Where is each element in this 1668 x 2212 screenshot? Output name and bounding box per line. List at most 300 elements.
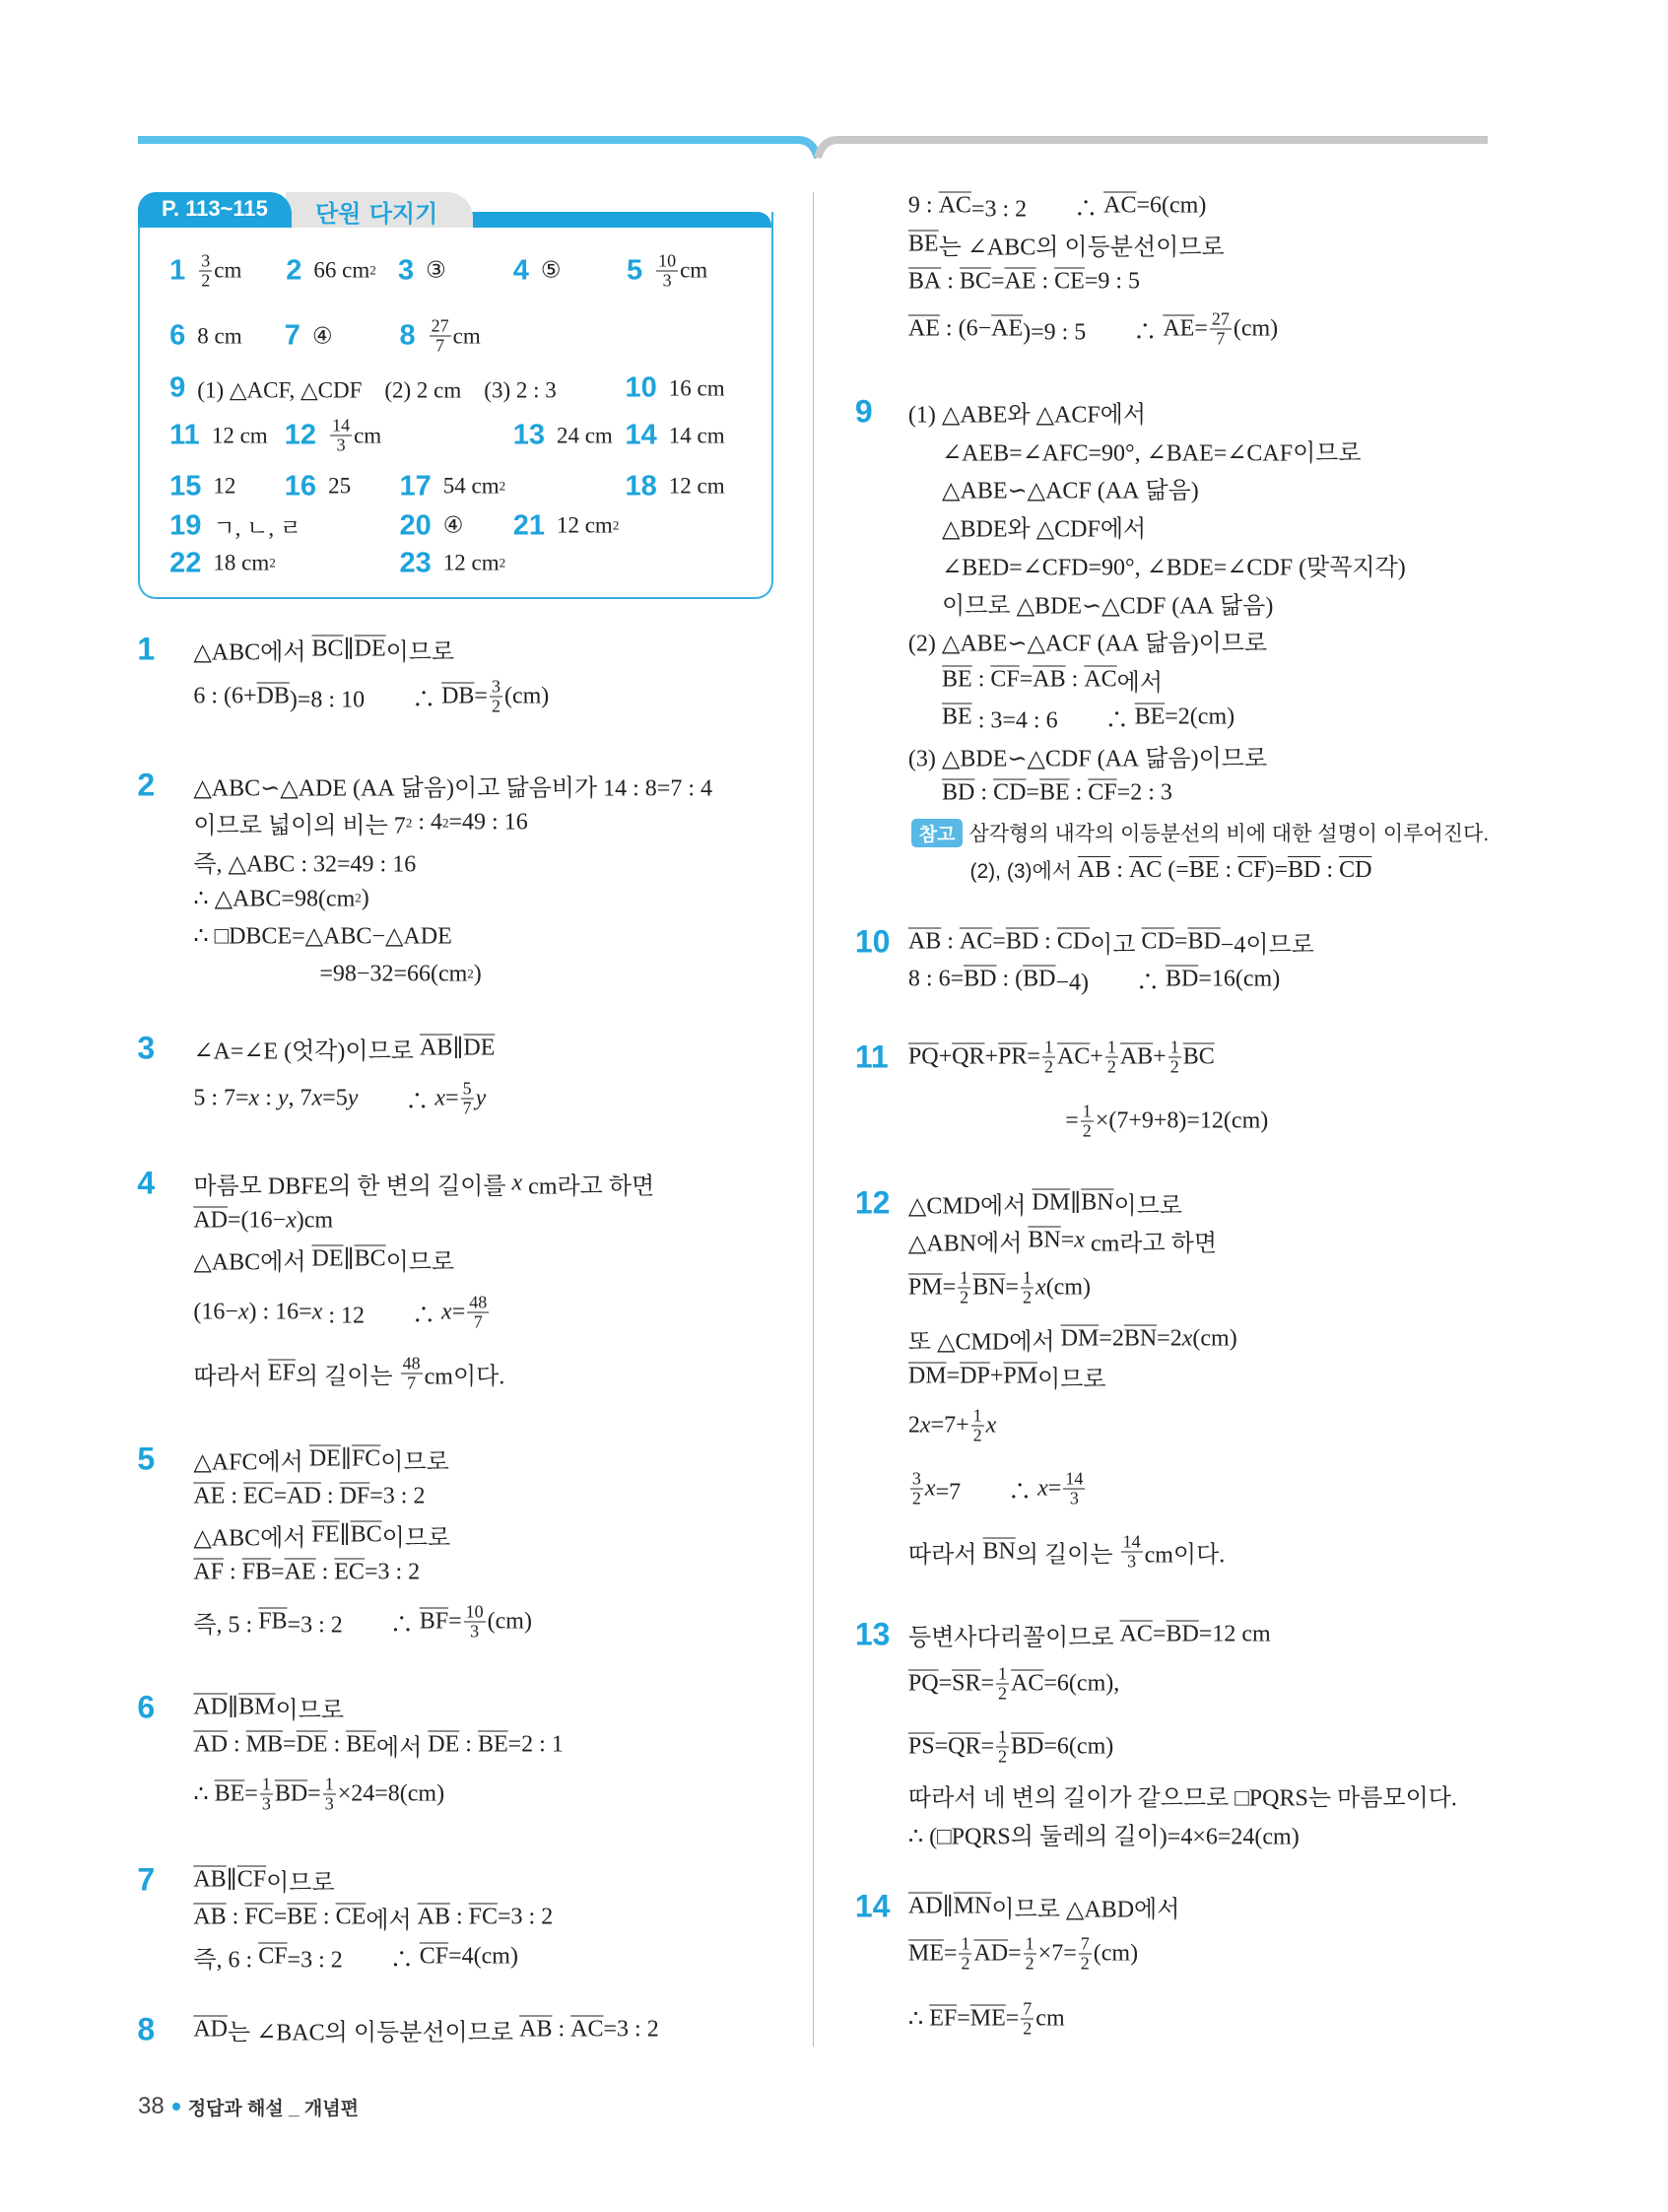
denominator: 7	[1216, 328, 1226, 349]
segment-label: $\overline{DF}$	[339, 1483, 370, 1509]
segment-label: $\overline{EF}$	[929, 2005, 958, 2032]
segment-label: $\overline{CE}$	[335, 1904, 367, 1930]
text-run: =	[273, 1904, 288, 1930]
segment-label: $\overline{BF}$	[419, 1608, 449, 1635]
text-run: =	[1026, 779, 1039, 806]
text-run: )=9 : 5 ∴	[1023, 319, 1164, 346]
solution-line	[908, 1321, 1237, 1356]
text-run: =	[1027, 1043, 1040, 1070]
denominator: 3	[662, 270, 672, 291]
fraction	[1021, 1999, 1034, 2038]
numerator: 48	[402, 1353, 421, 1374]
segment-label: $\overline{BC}$	[311, 636, 344, 662]
fraction	[971, 1406, 984, 1444]
text-run: (1) △ACF, △CDF (2) 2 cm (3) 2 : 3	[197, 377, 557, 403]
text-run: 8 : 6=	[907, 966, 965, 992]
solution-number-7: 7	[137, 1861, 156, 1898]
segment-label: $\overline{AC}$	[938, 192, 971, 219]
superscript: 2	[369, 262, 376, 278]
text-run: :	[1038, 928, 1057, 955]
fraction	[323, 1776, 336, 1814]
text-run: 9 :	[907, 192, 939, 219]
variable: x	[985, 1412, 997, 1439]
variable: y	[277, 1085, 289, 1111]
segment-label: $\overline{AE}$	[991, 315, 1024, 342]
numerator: 7	[1080, 1933, 1090, 1954]
solution-line	[942, 548, 1406, 582]
solution-line	[908, 1469, 1087, 1508]
denominator: 7	[435, 335, 445, 356]
answer-number: 3	[398, 254, 415, 287]
text-run: =98−32=66(cm	[319, 961, 468, 987]
text-run: =	[451, 1299, 466, 1325]
segment-label: $\overline{AE}$	[907, 315, 940, 342]
text-run: (cm)	[503, 683, 550, 709]
variable: x	[286, 1207, 297, 1234]
segment-label: $\overline{CF}$	[236, 1866, 267, 1893]
solution-line	[908, 1406, 996, 1444]
solution-line	[193, 1355, 504, 1393]
segment-label: $\overline{AC}$	[1084, 666, 1117, 693]
denominator: 7	[407, 1373, 417, 1393]
text-run: =3 : 2 ∴	[287, 1612, 420, 1639]
variable: x	[311, 1085, 323, 1111]
fraction	[996, 1727, 1009, 1766]
text-run: +	[1153, 1043, 1167, 1070]
text-run: 에서	[1116, 670, 1164, 697]
page-number: 38	[138, 2093, 165, 2119]
text-run: =3 : 2 ∴	[970, 196, 1104, 223]
text-run: 는 ∠BAC의 이등분선이므로	[228, 2020, 520, 2046]
solution-line	[942, 701, 1234, 735]
answer-number: 14	[625, 419, 657, 451]
segment-label: $\overline{BE}$	[1038, 779, 1070, 806]
fraction	[490, 678, 502, 716]
text-run: =12 cm	[1198, 1621, 1271, 1647]
solution-line	[911, 818, 1489, 847]
segment-label: $\overline{AD}$	[973, 1940, 1009, 1967]
text-run: =6(cm)	[1136, 192, 1207, 219]
text-run: =	[980, 1670, 995, 1697]
segment-label: $\overline{AC}$	[1119, 1621, 1153, 1647]
solution-line	[908, 963, 1280, 997]
text-run: =	[1194, 315, 1208, 342]
summary-answer-20	[399, 509, 463, 542]
segment-label: $\overline{EC}$	[334, 1559, 365, 1585]
segment-label: $\overline{AB}$	[193, 1866, 227, 1893]
segment-label: $\overline{CF}$	[258, 1943, 288, 1970]
answer-number: 10	[625, 371, 657, 404]
segment-label: $\overline{BE}$	[346, 1731, 376, 1758]
answer-number: 6	[169, 319, 186, 352]
text-run: =	[990, 268, 1005, 295]
answer-number: 23	[399, 547, 432, 579]
solution-line	[908, 1778, 1457, 1813]
numerator: 1	[1169, 1037, 1179, 1057]
summary-answer-9	[169, 372, 557, 405]
text-run: =	[1005, 2005, 1020, 2032]
answer-number: 2	[286, 254, 302, 287]
text-run: △BDE와 △CDF에서	[942, 516, 1147, 542]
column-divider	[813, 192, 814, 2046]
text-run: =	[1065, 1107, 1079, 1134]
segment-label: $\overline{BE}$	[1134, 704, 1166, 730]
segment-label: $\overline{FC}$	[468, 1904, 499, 1930]
fraction	[1121, 1532, 1143, 1571]
text-run: =	[1152, 1621, 1167, 1647]
text-run: 이므로	[385, 1249, 455, 1276]
solution-line	[1065, 1103, 1268, 1141]
answer-number: 20	[399, 509, 432, 541]
solution-line	[193, 1208, 333, 1235]
answer-number: 22	[169, 547, 202, 579]
summary-answer-1	[169, 251, 241, 290]
superscript: 2	[612, 517, 620, 533]
solution-line	[942, 780, 1172, 807]
variable: x	[1035, 1274, 1046, 1301]
solution-line	[908, 1269, 1091, 1307]
numerator: 27	[431, 315, 449, 336]
segment-label: $\overline{BN}$	[1081, 1189, 1114, 1216]
solution-line	[908, 1935, 1138, 1974]
text-run: ∴	[358, 1089, 435, 1115]
segment-label: $\overline{FC}$	[244, 1904, 274, 1930]
solution-line	[193, 768, 712, 802]
segment-label: $\overline{BE}$	[907, 231, 939, 257]
text-run: =	[273, 1483, 288, 1509]
text-run: 등변사다리꼴이므로	[907, 1625, 1120, 1651]
text-run: : (6−	[939, 315, 992, 342]
solution-line	[193, 1728, 564, 1763]
text-run: cm라고 하면	[1084, 1231, 1218, 1257]
segment-label: $\overline{CD}$	[1056, 928, 1091, 955]
superscript: 2	[405, 815, 413, 831]
text-run: 이므로	[1037, 1367, 1106, 1393]
segment-label: $\overline{AB}$	[419, 1035, 453, 1061]
text-run: 이고	[1090, 932, 1142, 959]
text-run: =49 : 16	[448, 809, 528, 836]
text-run: :	[1219, 856, 1238, 883]
text-run: =2	[1157, 1325, 1182, 1352]
text-run: :	[1320, 856, 1340, 883]
denominator: 3	[470, 1621, 480, 1642]
solution-line	[193, 1032, 495, 1066]
text-run: ∥	[228, 1695, 239, 1721]
text-run: :	[971, 666, 991, 693]
footer	[138, 2093, 359, 2120]
text-run: 마름모 DBFE의 한 변의 길이를	[193, 1173, 512, 1200]
variable: y	[347, 1085, 359, 1111]
fraction	[401, 1355, 423, 1393]
note-text: 삼각형의 내각의 이등분선의 비에 대한 설명이 이루어진다.	[968, 823, 1490, 846]
summary-answer-8	[399, 317, 480, 356]
segment-label: $\overline{PQ}$	[907, 1670, 939, 1697]
segment-label: $\overline{SR}$	[952, 1670, 981, 1697]
solution-line	[908, 624, 1267, 658]
answer-number: 12	[284, 419, 317, 451]
text-run: =	[448, 1608, 462, 1635]
text-run: −4이므로	[1220, 932, 1314, 959]
segment-label: $\overline{BN}$	[972, 1274, 1006, 1301]
segment-label: $\overline{FB}$	[241, 1559, 272, 1585]
segment-label: $\overline{AE}$	[1004, 268, 1036, 295]
solution-line	[193, 843, 416, 878]
solution-line	[193, 922, 451, 951]
fraction	[958, 1269, 970, 1307]
segment-label: $\overline{DM}$	[1032, 1189, 1071, 1216]
segment-label: $\overline{CD}$	[1141, 928, 1174, 955]
solution-line	[908, 1185, 1182, 1220]
segment-label: $\overline{PS}$	[907, 1733, 935, 1760]
solution-line	[908, 1038, 1215, 1076]
summary-answer-7	[285, 320, 333, 353]
text-run: 12 cm	[668, 473, 725, 499]
answer-number: 1	[169, 254, 186, 287]
solution-number-3: 3	[137, 1030, 156, 1066]
text-run: 54 cm	[442, 473, 500, 499]
solution-number-14: 14	[854, 1888, 891, 1924]
text-run: 25	[328, 473, 352, 499]
text-run: =6(cm),	[1043, 1670, 1120, 1697]
solution-line	[193, 678, 549, 716]
text-run: : 4	[412, 809, 442, 836]
header-rule	[0, 0, 1668, 168]
fraction	[461, 1080, 474, 1118]
text-run: ∴ (□PQRS의 둘레의 길이)=4×6=24(cm)	[907, 1824, 1300, 1850]
superscript: 2	[467, 966, 474, 981]
segment-label: $\overline{DE}$	[428, 1731, 460, 1758]
text-run: ∴ □DBCE=△ABC−△ADE	[193, 923, 452, 950]
segment-label: $\overline{BD}$	[1288, 856, 1321, 883]
denominator: 2	[972, 1425, 982, 1445]
text-run: 12 cm	[211, 423, 268, 448]
variable: x	[237, 1299, 249, 1325]
segment-label: $\overline{BE}$	[214, 1780, 245, 1807]
text-run: =	[943, 1940, 958, 1967]
text-run: ×24=8(cm)	[337, 1780, 445, 1807]
text-run: =	[934, 1733, 949, 1760]
text-run: =5	[322, 1085, 348, 1111]
solution-number-5: 5	[137, 1441, 156, 1477]
fraction	[1079, 1935, 1092, 1974]
variable: x	[511, 1170, 523, 1196]
numerator: 27	[1211, 308, 1230, 329]
summary-answer-17	[399, 470, 505, 503]
segment-label: $\overline{BD}$	[942, 779, 975, 806]
fraction	[910, 1469, 923, 1508]
bullet-dot	[172, 2103, 180, 2111]
solution-line	[193, 1442, 449, 1477]
segment-label: $\overline{PM}$	[907, 1274, 943, 1301]
answer-number: 21	[512, 509, 545, 541]
text-run: 66 cm	[313, 257, 370, 283]
text-run: △ABC에서	[193, 639, 312, 666]
solution-line	[193, 1484, 425, 1510]
segment-label: $\overline{AB}$	[519, 2016, 553, 2043]
solution-line	[193, 884, 368, 912]
answer-number: 15	[169, 470, 202, 503]
segment-label: $\overline{PR}$	[998, 1043, 1028, 1070]
segment-label: $\overline{AD}$	[287, 1483, 321, 1509]
segment-label: $\overline{BC}$	[959, 268, 991, 295]
denominator: 2	[1043, 1056, 1053, 1077]
text-run: ④	[311, 323, 333, 349]
numerator: 3	[491, 676, 500, 697]
text-run: :	[459, 1731, 478, 1758]
solution-number-6: 6	[137, 1689, 156, 1725]
summary-answer-11	[169, 420, 268, 452]
solution-line	[908, 925, 1314, 960]
numerator: 1	[960, 1267, 969, 1288]
summary-answer-10	[626, 372, 725, 405]
text-run: )=	[1266, 856, 1289, 883]
text-run: 이므로	[380, 1449, 449, 1476]
solution-line	[970, 855, 1372, 885]
numerator: 3	[201, 250, 211, 271]
numerator: 1	[324, 1774, 334, 1794]
solution-line	[908, 310, 1278, 349]
denominator: 2	[998, 1683, 1008, 1704]
segment-label: $\overline{DE}$	[463, 1035, 496, 1061]
text-run: 이므로	[1113, 1193, 1183, 1220]
text-run: =2 : 1	[507, 1731, 564, 1758]
text-run: =4(cm)	[448, 1943, 518, 1970]
text-run: 이므로	[385, 639, 455, 666]
text-run: (16−	[193, 1299, 238, 1325]
text-run: (cm)	[1233, 315, 1279, 342]
text-run: 에서	[375, 1735, 429, 1762]
text-run: =2	[1099, 1325, 1124, 1352]
segment-label: $\overline{EC}$	[243, 1483, 274, 1509]
text-run: :	[228, 1731, 246, 1758]
solution-number-13: 13	[854, 1616, 891, 1652]
text-run: cm	[452, 323, 481, 349]
denominator: 7	[473, 1311, 483, 1332]
denominator: 3	[261, 1793, 271, 1814]
fraction	[1063, 1469, 1085, 1508]
segment-label: $\overline{DB}$	[256, 683, 290, 709]
solution-line	[193, 1776, 444, 1814]
text-run: =	[992, 928, 1006, 955]
text-run: 의 길이는	[1015, 1542, 1119, 1569]
text-run: :	[320, 1483, 340, 1509]
text-run: △AFC에서	[193, 1449, 309, 1476]
solution-line	[908, 1532, 1225, 1571]
solution-line	[908, 1816, 1300, 1850]
segment-label: $\overline{CD}$	[993, 779, 1027, 806]
text-run: 따라서	[193, 1364, 268, 1390]
summary-answer-22	[169, 547, 276, 579]
text-run: : 3=4 : 6 ∴	[971, 707, 1135, 734]
segment-label: $\overline{AB}$	[1119, 1043, 1154, 1070]
segment-label: $\overline{DM}$	[1060, 1325, 1100, 1352]
text-run: :	[1035, 268, 1055, 295]
text-run: ∴ △ABC=98(cm	[193, 886, 356, 912]
answer-number: 4	[512, 254, 529, 287]
text-run: =	[271, 1559, 285, 1585]
text-run: =7+	[930, 1412, 969, 1439]
segment-label: $\overline{CF}$	[419, 1943, 449, 1970]
text-run: 에서	[366, 1908, 418, 1934]
text-run: ∴	[907, 2006, 930, 2033]
text-run: 6 : (6+	[193, 683, 257, 709]
solution-line	[908, 738, 1267, 772]
solution-line	[908, 189, 1206, 224]
text-run: ∥	[340, 1446, 352, 1473]
numerator: 1	[998, 1726, 1008, 1747]
solution-line	[908, 1889, 1180, 1923]
variable: x	[924, 1475, 936, 1502]
segment-label: $\overline{AD}$	[907, 1893, 943, 1919]
segment-label: $\overline{CD}$	[1339, 856, 1372, 883]
fraction	[996, 1664, 1009, 1703]
solution-number-10: 10	[854, 923, 891, 960]
summary-answer-4	[513, 254, 562, 287]
solution-line	[908, 1224, 1217, 1258]
numerator: 1	[1023, 1267, 1033, 1288]
text-run: cm라고 하면	[522, 1173, 655, 1200]
solution-line	[193, 1690, 344, 1724]
denominator: 2	[1023, 2018, 1033, 2039]
fraction	[1081, 1103, 1094, 1141]
text-run: △CMD에서	[907, 1193, 1033, 1220]
solution-line	[193, 806, 527, 840]
text-run: ③	[426, 257, 446, 283]
summary-answer-21	[513, 509, 620, 542]
text-run: 18 cm	[213, 550, 270, 575]
solution-line	[193, 2013, 658, 2047]
text-run: :	[449, 1904, 469, 1930]
text-run: cm이다.	[424, 1364, 505, 1390]
denominator: 3	[336, 435, 346, 455]
answer-number: 16	[284, 470, 317, 503]
solution-line	[908, 1999, 1065, 2038]
segment-label: $\overline{AC}$	[1103, 192, 1137, 219]
segment-label: $\overline{DM}$	[907, 1363, 947, 1389]
text-run: +	[1090, 1043, 1103, 1070]
segment-label: $\overline{BM}$	[238, 1694, 276, 1720]
text-run: =(16−	[228, 1207, 287, 1234]
fraction	[1210, 310, 1232, 349]
numerator: 14	[1122, 1531, 1141, 1552]
summary-answer-23	[399, 547, 505, 579]
denominator: 7	[462, 1098, 472, 1118]
denominator: 3	[1069, 1488, 1079, 1508]
text-run: =	[1060, 1227, 1075, 1253]
text-run: +	[984, 1043, 999, 1070]
text-run: :	[941, 268, 960, 295]
text-run: =	[445, 1085, 459, 1111]
variable: x	[1037, 1475, 1048, 1502]
solution-line	[193, 1901, 553, 1935]
segment-label: $\overline{FB}$	[258, 1608, 288, 1635]
text-run: =	[942, 1274, 957, 1301]
solution-line	[193, 1603, 532, 1642]
text-run: :	[941, 928, 960, 955]
text-run: +	[989, 1363, 1004, 1389]
solution-line	[193, 1862, 334, 1897]
page-range-label: P. 113~115	[162, 196, 268, 221]
segment-label: $\overline{AE}$	[193, 1483, 226, 1509]
text-run: =3 : 2	[603, 2016, 659, 2043]
text-run: ∴	[193, 1781, 215, 1808]
text-run: △ABN에서	[907, 1231, 1029, 1257]
variable: x	[1074, 1227, 1085, 1253]
variable: x	[441, 1299, 452, 1325]
text-run: ∥	[339, 1522, 351, 1549]
solution-line	[193, 1080, 486, 1118]
fraction	[656, 251, 678, 290]
